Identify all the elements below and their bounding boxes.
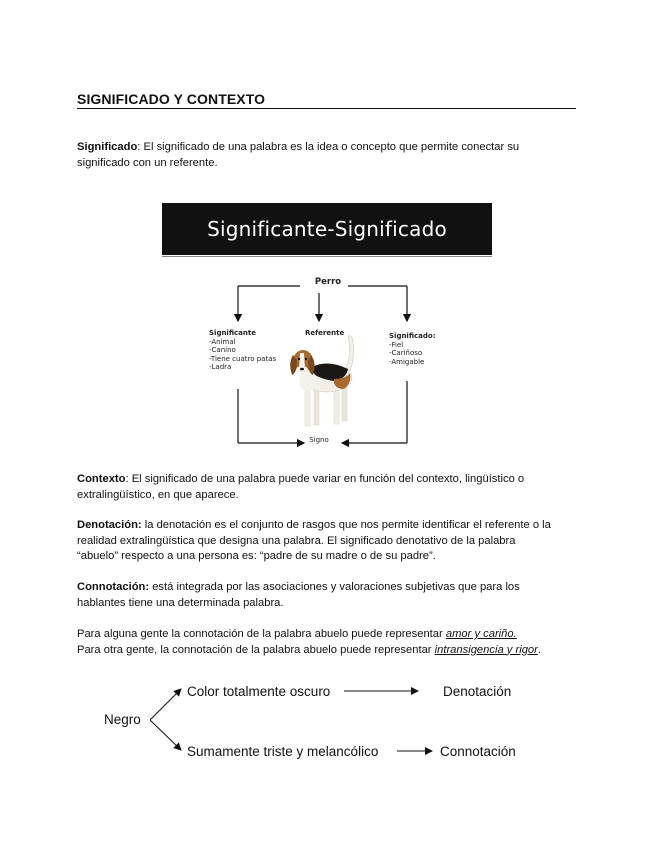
- contexto-label: Contexto: [77, 473, 126, 485]
- color-oscuro-text: Color totalmente oscuro: [187, 684, 331, 699]
- perro-label: Perro: [314, 277, 342, 287]
- beagle-dog-illustration: [290, 336, 353, 426]
- denotacion-line-3: “abuelo” respecto a una persona es: “padre de su madre o de su padre”.: [77, 550, 436, 562]
- significado-item: -Amigable: [389, 357, 425, 366]
- denotacion-result: Denotación: [443, 684, 512, 699]
- figure-arrows: [162, 203, 494, 448]
- significante-item: -Animal: [209, 337, 236, 346]
- referente-block: [305, 329, 344, 338]
- significado-label: Significado: [77, 141, 138, 153]
- ejemplo-intransigencia-rigor: intransigencia y rigor: [434, 643, 538, 656]
- negro-word: Negro: [104, 712, 141, 727]
- arrow-negro-to-top: [150, 689, 181, 720]
- arrow-negro-to-bottom: [150, 720, 181, 750]
- significado-block: [389, 332, 436, 366]
- ejemplo-amor-carino: amor y cariño.: [445, 628, 517, 640]
- contexto-line-1: : El significado de una palabra puede variar en función del contexto, lingüístico o: [125, 473, 525, 485]
- ejemplo-line-2-end: .: [537, 643, 541, 656]
- connotacion-paragraph: [77, 580, 587, 611]
- significante-item: -Tiene cuatro patas: [209, 354, 277, 363]
- contexto-line-2: extralingüístico, en que aparece.: [77, 488, 239, 501]
- significado-item: -Fiel: [389, 340, 404, 349]
- signo-label: Signo: [309, 436, 329, 444]
- connotacion-line-1: está integrada por las asociaciones y valoraciones subjetivas que para los: [149, 581, 520, 593]
- significado-line-1: : El significado de una palabra es la idea o concepto que permite conectar su: [137, 141, 520, 153]
- ejemplo-paragraph: [77, 627, 587, 658]
- significante-item: -Ladra: [209, 363, 232, 372]
- significado-item: -Cariñoso: [389, 349, 423, 358]
- connotacion-result: Connotación: [440, 744, 516, 759]
- connotacion-label: Connotación:: [77, 581, 150, 593]
- negro-diagram: [0, 670, 655, 780]
- connotacion-line-2: hablantes tiene una determinada palabra.: [77, 596, 284, 609]
- denotacion-line-2: realidad extralingüística que designa una palabra. El significado denotativo de la palabra: [77, 534, 516, 547]
- significante-item: -Canino: [209, 346, 236, 355]
- significado-paragraph: [77, 140, 587, 171]
- denotacion-paragraph: [77, 518, 587, 565]
- denotacion-label: Denotación:: [77, 519, 142, 531]
- figure-banner: Significante-Significado: [162, 203, 492, 255]
- significado-line-2: significado con un referente.: [77, 156, 218, 169]
- ejemplo-line-2: Para otra gente, la connotación de la palabra abuelo puede representar: [77, 643, 435, 656]
- referente-heading: Referente: [305, 329, 345, 337]
- significado-heading: Significado:: [389, 332, 436, 340]
- denotacion-line-1: la denotación es el conjunto de rasgos que nos permite identificar el referente o la: [141, 519, 551, 531]
- triste-melancolico-text: Sumamente triste y melancólico: [187, 744, 379, 759]
- significante-block: [209, 329, 276, 372]
- contexto-paragraph: [77, 472, 587, 503]
- page-title: SIGNIFICADO Y CONTEXTO: [77, 91, 576, 109]
- significante-heading: Significante: [209, 329, 256, 337]
- significante-significado-figure: [162, 203, 494, 448]
- ejemplo-line-1: Para alguna gente la connotación de la palabra abuelo puede representar: [77, 628, 446, 640]
